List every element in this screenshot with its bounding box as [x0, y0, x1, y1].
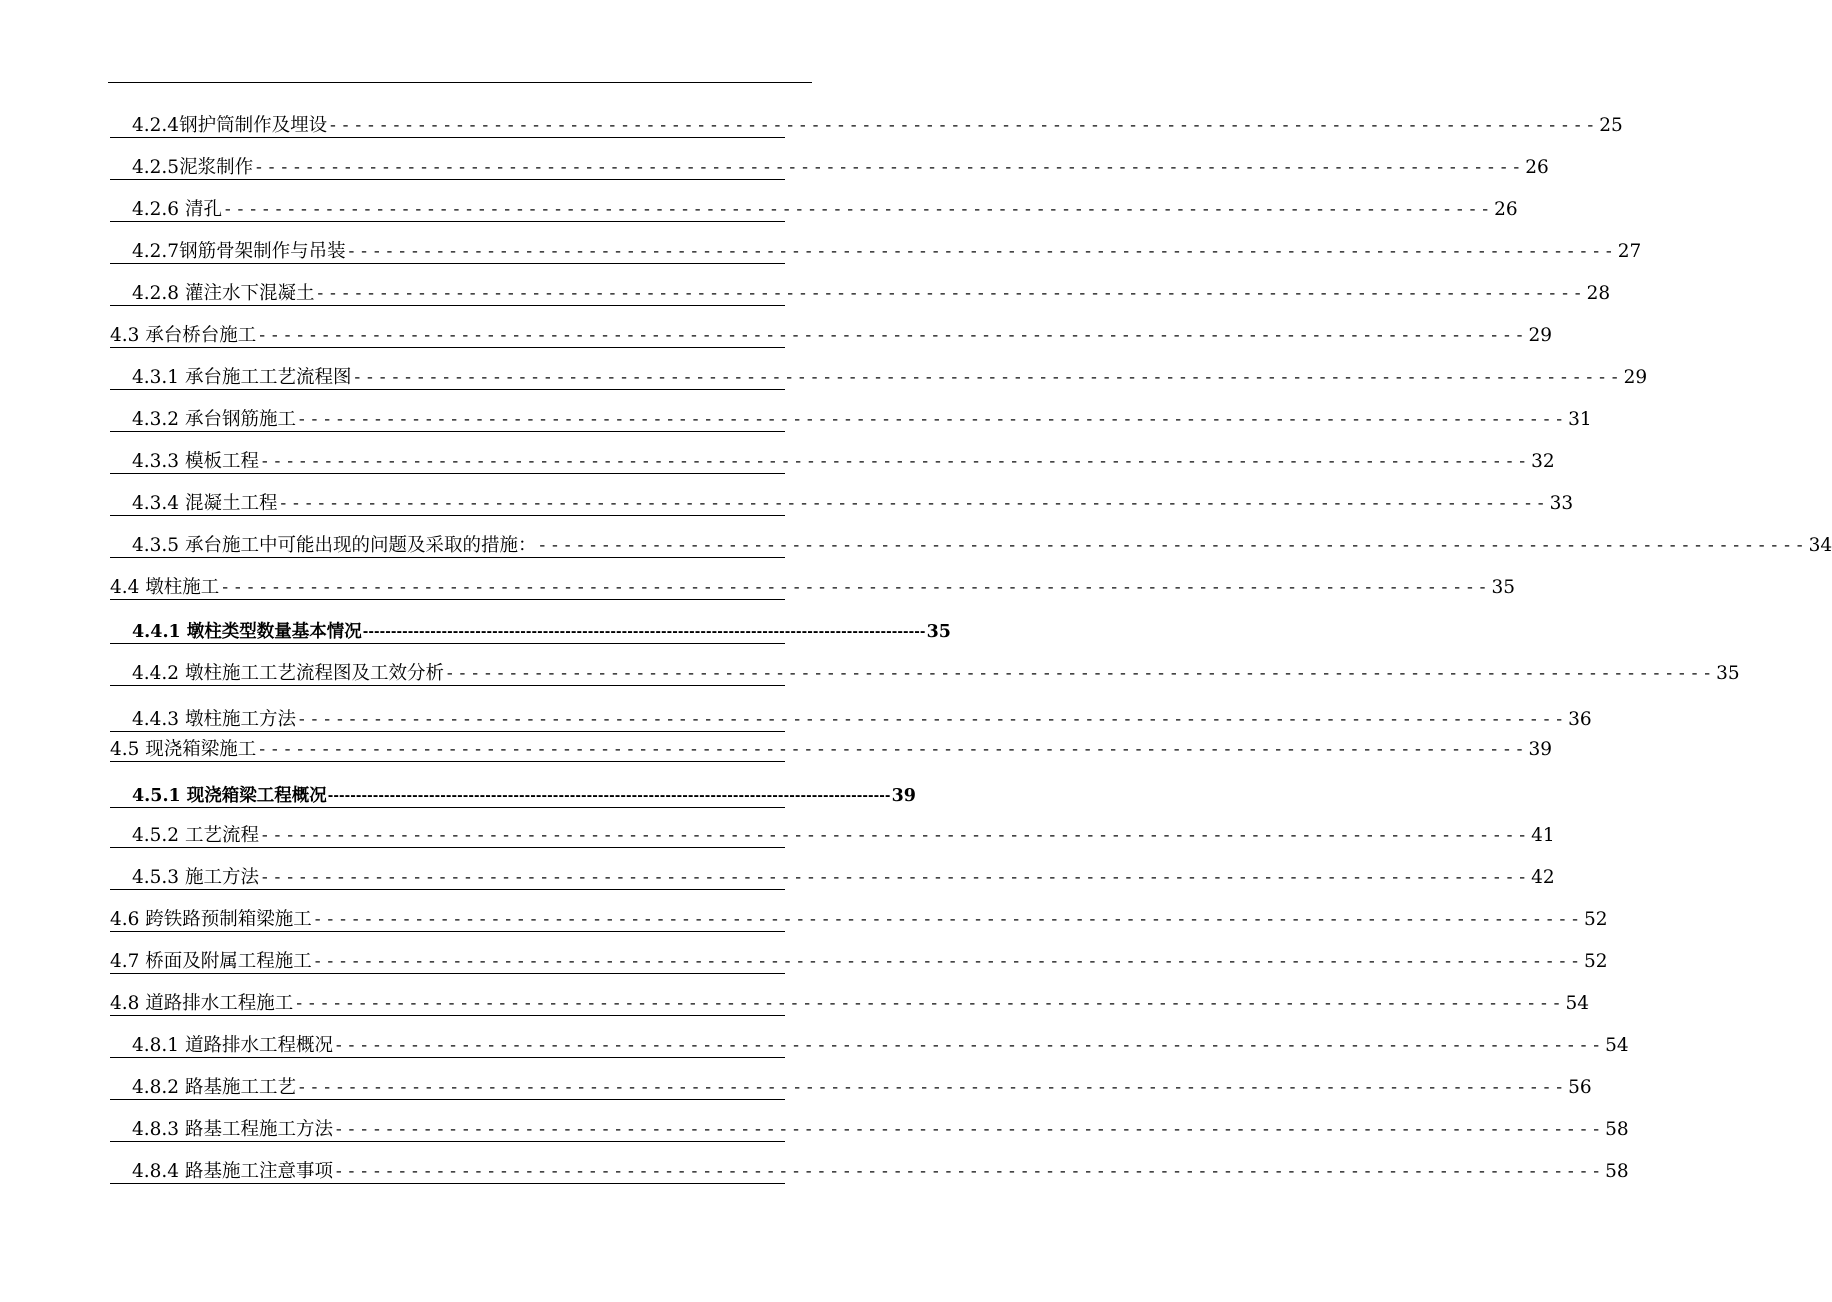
toc-leader-dashes: ----------------------------------------------------------------------------------------------------: [315, 285, 1586, 303]
toc-leader-dashes: ----------------------------------------------------------------------------------------------------: [259, 827, 1531, 845]
toc-entry[interactable]: [110, 493, 1574, 516]
toc-entry-title: 4.3.1 承台施工工艺流程图: [132, 367, 352, 388]
toc-entry-title: 4.3.3 模板工程: [132, 451, 259, 472]
toc-entry-title: 4.8.4 路基施工注意事项: [132, 1161, 333, 1182]
toc-entry-title: 4.8.3 路基工程施工方法: [132, 1119, 333, 1140]
toc-entry[interactable]: [110, 739, 1553, 762]
toc-entry-title: 4.3.4 混凝土工程: [132, 493, 278, 514]
toc-entry[interactable]: [110, 709, 1592, 732]
toc-leader-dashes: ----------------------------------------------------------------------------------------------------: [362, 623, 926, 640]
toc-entry[interactable]: [110, 115, 1623, 138]
toc-leader-dashes: ----------------------------------------------------------------------------------------------------: [220, 579, 1491, 597]
toc-entry-title: 4.8.1 道路排水工程概况: [132, 1035, 333, 1056]
toc-leader-dashes: ----------------------------------------------------------------------------------------------------: [312, 911, 1583, 929]
toc-page-number: 26: [1494, 199, 1518, 220]
toc-page-number: 56: [1568, 1077, 1592, 1098]
toc-page-number: 41: [1531, 825, 1555, 846]
toc-page-number: 54: [1605, 1035, 1629, 1056]
toc-leader-dashes: ----------------------------------------------------------------------------------------------------: [254, 159, 1525, 177]
toc-entry[interactable]: [110, 909, 1608, 932]
toc-page-number: 35: [1716, 663, 1740, 684]
toc-page-number: 29: [1623, 367, 1648, 388]
toc-entry[interactable]: [110, 1161, 1629, 1184]
header-rule: [108, 82, 812, 83]
toc-leader-dashes: ----------------------------------------------------------------------------------------------------: [259, 869, 1531, 887]
toc-entry-title: 4.4.1 墩柱类型数量基本情况: [132, 622, 362, 642]
toc-leader-dashes: ----------------------------------------------------------------------------------------------------: [257, 327, 1528, 345]
toc-entry-title: 4.4 墩柱施工: [110, 577, 220, 598]
toc-entry-title: 4.2.5泥浆制作: [132, 157, 254, 178]
toc-entry-title: 4.5.2 工艺流程: [132, 825, 259, 846]
toc-page-number: 58: [1605, 1161, 1629, 1182]
toc-entry-title: 4.3.2 承台钢筋施工: [132, 409, 296, 430]
toc-leader-dashes: ----------------------------------------------------------------------------------------------------: [294, 995, 1565, 1013]
toc-leader-dashes: ----------------------------------------------------------------------------------------------------: [333, 1163, 1605, 1181]
toc-entry-title: 4.2.7钢筋骨架制作与吊装: [132, 241, 346, 262]
toc-entry-title: 4.5.1 现浇箱梁工程概况: [132, 786, 327, 806]
toc-page-number: 31: [1568, 409, 1592, 430]
toc-page-number: 27: [1617, 241, 1642, 262]
toc-leader-dashes: ----------------------------------------------------------------------------------------------------: [444, 665, 1716, 683]
toc-entry-title: 4.4.2 墩柱施工工艺流程图及工效分析: [132, 663, 444, 684]
toc-page-number: 52: [1583, 909, 1608, 930]
toc-entry[interactable]: [110, 621, 951, 644]
toc-entry[interactable]: [110, 1035, 1629, 1058]
toc-entry[interactable]: [110, 951, 1608, 974]
toc-entry[interactable]: [110, 535, 1832, 558]
toc-entry[interactable]: [110, 577, 1516, 600]
toc-page-number: 34: [1808, 535, 1832, 556]
toc-entry-title: 4.6 跨铁路预制箱梁施工: [110, 909, 312, 930]
toc-leader-dashes: ----------------------------------------------------------------------------------------------------: [328, 117, 1599, 135]
toc-entry-title: 4.2.6 清孔: [132, 199, 222, 220]
toc-entry[interactable]: [110, 367, 1648, 390]
toc-leader-dashes: ----------------------------------------------------------------------------------------------------: [312, 953, 1583, 971]
toc-leader-dashes: ----------------------------------------------------------------------------------------------------: [352, 369, 1623, 387]
toc-page-number: 33: [1549, 493, 1574, 514]
toc-page-number: 52: [1583, 951, 1608, 972]
toc-entry[interactable]: [110, 1119, 1629, 1142]
toc-entry[interactable]: [110, 451, 1555, 474]
toc-page-number: 26: [1525, 157, 1549, 178]
toc-entry-title: 4.3.5 承台施工中可能出现的问题及采取的措施：: [132, 535, 537, 556]
toc-leader-dashes: ----------------------------------------------------------------------------------------------------: [222, 201, 1494, 219]
toc-page-number: 28: [1586, 283, 1611, 304]
toc-leader-dashes: ----------------------------------------------------------------------------------------------------: [327, 787, 891, 804]
toc-page-number: 32: [1531, 451, 1555, 472]
toc-entry[interactable]: [110, 241, 1642, 264]
toc-entry-title: 4.7 桥面及附属工程施工: [110, 951, 312, 972]
toc-leader-dashes: ----------------------------------------------------------------------------------------------------: [296, 711, 1568, 729]
toc-entry[interactable]: [110, 325, 1553, 348]
toc-leader-dashes: ----------------------------------------------------------------------------------------------------: [257, 741, 1528, 759]
toc-entry[interactable]: [110, 199, 1518, 222]
toc-leader-dashes: ----------------------------------------------------------------------------------------------------: [259, 453, 1531, 471]
toc-entry[interactable]: [110, 663, 1740, 686]
toc-entry[interactable]: [110, 867, 1555, 890]
toc-leader-dashes: ----------------------------------------------------------------------------------------------------: [346, 243, 1617, 261]
toc-entry[interactable]: [110, 283, 1611, 306]
toc-entry-title: 4.2.8 灌注水下混凝土: [132, 283, 315, 304]
toc-entry[interactable]: [110, 993, 1590, 1016]
toc-leader-dashes: ----------------------------------------------------------------------------------------------------: [296, 1079, 1568, 1097]
toc-entry-title: 4.3 承台桥台施工: [110, 325, 257, 346]
toc-entry[interactable]: [110, 157, 1549, 180]
toc-entry-title: 4.8 道路排水工程施工: [110, 993, 294, 1014]
toc-leader-dashes: ----------------------------------------------------------------------------------------------------: [278, 495, 1549, 513]
toc-leader-dashes: ----------------------------------------------------------------------------------------------------: [296, 411, 1568, 429]
toc-page-number: 54: [1565, 993, 1590, 1014]
toc-entry-title: 4.8.2 路基施工工艺: [132, 1077, 296, 1098]
toc-entry-title: 4.2.4钢护筒制作及埋设: [132, 115, 328, 136]
toc-page-number: 39: [1528, 739, 1553, 760]
toc-entry-title: 4.5.3 施工方法: [132, 867, 259, 888]
toc-page-number: 35: [926, 622, 951, 642]
toc-entry[interactable]: [110, 785, 916, 808]
toc-entry[interactable]: [110, 409, 1592, 432]
toc-page-number: 39: [891, 786, 916, 806]
toc-page-number: 36: [1568, 709, 1592, 730]
toc-entry[interactable]: [110, 1077, 1592, 1100]
toc-leader-dashes: ----------------------------------------------------------------------------------------------------: [333, 1037, 1605, 1055]
toc-entry-title: 4.5 现浇箱梁施工: [110, 739, 257, 760]
toc-leader-dashes: ----------------------------------------------------------------------------------------------------: [537, 537, 1808, 555]
toc-entry-title: 4.4.3 墩柱施工方法: [132, 709, 296, 730]
toc-page-number: 35: [1491, 577, 1516, 598]
toc-page-number: 42: [1531, 867, 1555, 888]
toc-entry[interactable]: [110, 825, 1555, 848]
toc-page-number: 29: [1528, 325, 1553, 346]
toc-leader-dashes: ----------------------------------------------------------------------------------------------------: [333, 1121, 1605, 1139]
toc-page-number: 25: [1599, 115, 1623, 136]
toc-page-number: 58: [1605, 1119, 1629, 1140]
